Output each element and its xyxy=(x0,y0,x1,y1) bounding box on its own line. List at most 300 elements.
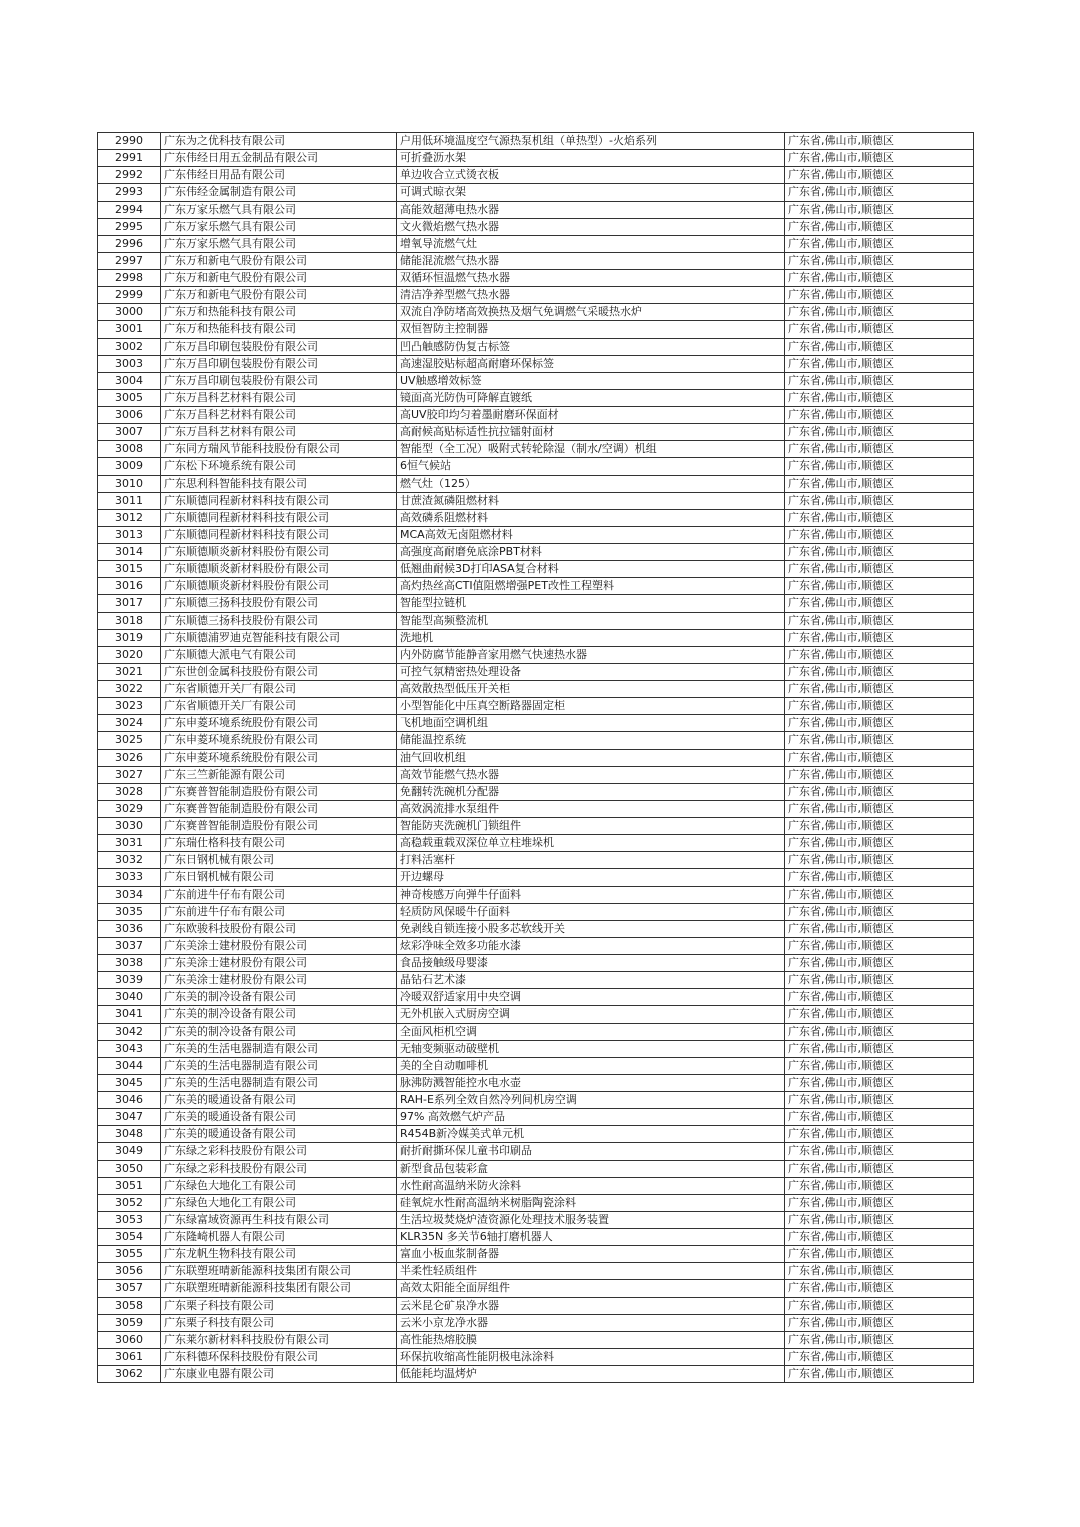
row-number-cell: 3035 xyxy=(98,903,161,920)
row-number-cell: 3012 xyxy=(98,509,161,526)
product-cell: 6恒气候站 xyxy=(397,458,785,475)
region-cell: 广东省,佛山市,顺德区 xyxy=(785,304,974,321)
region-cell: 广东省,佛山市,顺德区 xyxy=(785,1040,974,1057)
table-row xyxy=(98,1143,974,1160)
table-row xyxy=(98,612,974,629)
table-row xyxy=(98,167,974,184)
region-cell: 广东省,佛山市,顺德区 xyxy=(785,150,974,167)
table-row xyxy=(98,852,974,869)
region-cell: 广东省,佛山市,顺德区 xyxy=(785,1006,974,1023)
company-cell: 广东赛普智能制造股份有限公司 xyxy=(161,818,397,835)
company-cell: 广东美的生活电器制造有限公司 xyxy=(161,1074,397,1091)
region-cell: 广东省,佛山市,顺德区 xyxy=(785,578,974,595)
product-table xyxy=(97,132,974,1383)
region-cell: 广东省,佛山市,顺德区 xyxy=(785,835,974,852)
table-row xyxy=(98,458,974,475)
company-cell: 广东申菱环境系统股份有限公司 xyxy=(161,732,397,749)
company-cell: 广东万和新电气股份有限公司 xyxy=(161,270,397,287)
region-cell: 广东省,佛山市,顺德区 xyxy=(785,355,974,372)
company-cell: 广东日钢机械有限公司 xyxy=(161,852,397,869)
table-row xyxy=(98,509,974,526)
region-cell: 广东省,佛山市,顺德区 xyxy=(785,937,974,954)
region-cell: 广东省,佛山市,顺德区 xyxy=(785,1160,974,1177)
region-cell: 广东省,佛山市,顺德区 xyxy=(785,595,974,612)
region-cell: 广东省,佛山市,顺德区 xyxy=(785,646,974,663)
company-cell: 广东顺德顺炎新材料股份有限公司 xyxy=(161,561,397,578)
region-cell: 广东省,佛山市,顺德区 xyxy=(785,492,974,509)
table-row xyxy=(98,1280,974,1297)
company-cell: 广东龙帆生物科技有限公司 xyxy=(161,1246,397,1263)
product-cell: 97% 高效燃气炉产品 xyxy=(397,1109,785,1126)
region-cell: 广东省,佛山市,顺德区 xyxy=(785,475,974,492)
table-row xyxy=(98,869,974,886)
company-cell: 广东前进牛仔布有限公司 xyxy=(161,903,397,920)
row-number-cell: 3029 xyxy=(98,800,161,817)
row-number-cell: 3053 xyxy=(98,1211,161,1228)
company-cell: 广东顺德浦罗迪克智能科技有限公司 xyxy=(161,629,397,646)
table-row xyxy=(98,1160,974,1177)
product-cell: 可控气氛精密热处理设备 xyxy=(397,663,785,680)
product-cell: 全面风柜机空调 xyxy=(397,1023,785,1040)
company-cell: 广东顺德大派电气有限公司 xyxy=(161,646,397,663)
region-cell: 广东省,佛山市,顺德区 xyxy=(785,201,974,218)
product-cell: 无外机嵌入式厨房空调 xyxy=(397,1006,785,1023)
product-cell: UV触感增效标签 xyxy=(397,372,785,389)
company-cell: 广东万昌科艺材料有限公司 xyxy=(161,407,397,424)
company-cell: 广东省顺德开关厂有限公司 xyxy=(161,698,397,715)
row-number-cell: 3026 xyxy=(98,749,161,766)
row-number-cell: 3041 xyxy=(98,1006,161,1023)
table-row xyxy=(98,389,974,406)
region-cell: 广东省,佛山市,顺德区 xyxy=(785,544,974,561)
table-row xyxy=(98,561,974,578)
table-row xyxy=(98,321,974,338)
table-row xyxy=(98,304,974,321)
product-cell: 食品接触级母婴漆 xyxy=(397,955,785,972)
table-row xyxy=(98,646,974,663)
row-number-cell: 3049 xyxy=(98,1143,161,1160)
table-row xyxy=(98,989,974,1006)
table-row xyxy=(98,1126,974,1143)
row-number-cell: 3062 xyxy=(98,1366,161,1383)
region-cell: 广东省,佛山市,顺德区 xyxy=(785,972,974,989)
row-number-cell: 3039 xyxy=(98,972,161,989)
company-cell: 广东绿色大地化工有限公司 xyxy=(161,1194,397,1211)
table-row xyxy=(98,252,974,269)
product-cell: 新型食品包装彩盒 xyxy=(397,1160,785,1177)
company-cell: 广东顺德顺炎新材料股份有限公司 xyxy=(161,544,397,561)
table-row xyxy=(98,1314,974,1331)
row-number-cell: 3002 xyxy=(98,338,161,355)
row-number-cell: 2991 xyxy=(98,150,161,167)
company-cell: 广东日钢机械有限公司 xyxy=(161,869,397,886)
row-number-cell: 3034 xyxy=(98,886,161,903)
row-number-cell: 3037 xyxy=(98,937,161,954)
company-cell: 广东伟经日用品有限公司 xyxy=(161,167,397,184)
row-number-cell: 3023 xyxy=(98,698,161,715)
region-cell: 广东省,佛山市,顺德区 xyxy=(785,1314,974,1331)
table-row xyxy=(98,1074,974,1091)
region-cell: 广东省,佛山市,顺德区 xyxy=(785,1143,974,1160)
product-cell: 环保抗收缩高性能阴极电泳涂料 xyxy=(397,1348,785,1365)
table-row xyxy=(98,424,974,441)
company-cell: 广东世创金属科技股份有限公司 xyxy=(161,663,397,680)
region-cell: 广东省,佛山市,顺德区 xyxy=(785,1126,974,1143)
row-number-cell: 3057 xyxy=(98,1280,161,1297)
row-number-cell: 3031 xyxy=(98,835,161,852)
region-cell: 广东省,佛山市,顺德区 xyxy=(785,783,974,800)
company-cell: 广东欧骏科技股份有限公司 xyxy=(161,920,397,937)
table-row xyxy=(98,937,974,954)
row-number-cell: 3060 xyxy=(98,1331,161,1348)
product-cell: 高效散热型低压开关柜 xyxy=(397,681,785,698)
product-cell: 甘蔗渣氮磷阻燃材料 xyxy=(397,492,785,509)
region-cell: 广东省,佛山市,顺德区 xyxy=(785,749,974,766)
table-row xyxy=(98,715,974,732)
product-cell: 清洁净养型燃气热水器 xyxy=(397,287,785,304)
row-number-cell: 3051 xyxy=(98,1177,161,1194)
product-cell: 高稳载重载双深位单立柱堆垛机 xyxy=(397,835,785,852)
company-cell: 广东赛普智能制造股份有限公司 xyxy=(161,800,397,817)
region-cell: 广东省,佛山市,顺德区 xyxy=(785,424,974,441)
row-number-cell: 3043 xyxy=(98,1040,161,1057)
region-cell: 广东省,佛山市,顺德区 xyxy=(785,321,974,338)
row-number-cell: 2993 xyxy=(98,184,161,201)
product-cell: 储能混流燃气热水器 xyxy=(397,252,785,269)
product-cell: 高耐候高贴标适性抗拉镭射面材 xyxy=(397,424,785,441)
company-cell: 广东万昌科艺材料有限公司 xyxy=(161,424,397,441)
company-cell: 广东联塑班晴新能源科技集团有限公司 xyxy=(161,1263,397,1280)
row-number-cell: 3019 xyxy=(98,629,161,646)
company-cell: 广东万昌印刷包装股份有限公司 xyxy=(161,372,397,389)
row-number-cell: 3006 xyxy=(98,407,161,424)
region-cell: 广东省,佛山市,顺德区 xyxy=(785,218,974,235)
product-cell: 双循环恒温燃气热水器 xyxy=(397,270,785,287)
table-row xyxy=(98,1263,974,1280)
region-cell: 广东省,佛山市,顺德区 xyxy=(785,869,974,886)
region-cell: 广东省,佛山市,顺德区 xyxy=(785,681,974,698)
company-cell: 广东万昌印刷包装股份有限公司 xyxy=(161,355,397,372)
company-cell: 广东美的暖通设备有限公司 xyxy=(161,1126,397,1143)
row-number-cell: 3042 xyxy=(98,1023,161,1040)
row-number-cell: 3004 xyxy=(98,372,161,389)
row-number-cell: 3048 xyxy=(98,1126,161,1143)
product-cell: 可调式晾衣架 xyxy=(397,184,785,201)
row-number-cell: 3033 xyxy=(98,869,161,886)
table-row xyxy=(98,133,974,150)
product-cell: 高UV胶印均匀着墨耐磨环保面材 xyxy=(397,407,785,424)
table-row xyxy=(98,407,974,424)
table-row xyxy=(98,1006,974,1023)
row-number-cell: 3016 xyxy=(98,578,161,595)
row-number-cell: 3047 xyxy=(98,1109,161,1126)
region-cell: 广东省,佛山市,顺德区 xyxy=(785,1177,974,1194)
company-cell: 广东万和新电气股份有限公司 xyxy=(161,252,397,269)
company-cell: 广东美的暖通设备有限公司 xyxy=(161,1092,397,1109)
product-cell: 内外防腐节能静音家用燃气快速热水器 xyxy=(397,646,785,663)
company-cell: 广东美的制冷设备有限公司 xyxy=(161,989,397,1006)
product-cell: 文火微焰燃气热水器 xyxy=(397,218,785,235)
company-cell: 广东莱尔新材料科技股份有限公司 xyxy=(161,1331,397,1348)
product-cell: 富血小板血浆制备器 xyxy=(397,1246,785,1263)
region-cell: 广东省,佛山市,顺德区 xyxy=(785,1074,974,1091)
table-row xyxy=(98,886,974,903)
row-number-cell: 3013 xyxy=(98,526,161,543)
company-cell: 广东美涂士建材股份有限公司 xyxy=(161,972,397,989)
product-cell: 高效节能燃气热水器 xyxy=(397,766,785,783)
row-number-cell: 2992 xyxy=(98,167,161,184)
row-number-cell: 3059 xyxy=(98,1314,161,1331)
company-cell: 广东美涂士建材股份有限公司 xyxy=(161,955,397,972)
region-cell: 广东省,佛山市,顺德区 xyxy=(785,886,974,903)
region-cell: 广东省,佛山市,顺德区 xyxy=(785,133,974,150)
product-cell: 神奇梭感万向弹牛仔面料 xyxy=(397,886,785,903)
company-cell: 广东思利科智能科技有限公司 xyxy=(161,475,397,492)
product-cell: 晶钻石艺术漆 xyxy=(397,972,785,989)
region-cell: 广东省,佛山市,顺德区 xyxy=(785,1366,974,1383)
region-cell: 广东省,佛山市,顺德区 xyxy=(785,1263,974,1280)
row-number-cell: 3056 xyxy=(98,1263,161,1280)
company-cell: 广东绿之彩科技股份有限公司 xyxy=(161,1160,397,1177)
table-row xyxy=(98,783,974,800)
product-cell: 半柔性轻质组件 xyxy=(397,1263,785,1280)
product-cell: 高速湿胶贴标超高耐磨环保标签 xyxy=(397,355,785,372)
region-cell: 广东省,佛山市,顺德区 xyxy=(785,1211,974,1228)
table-row xyxy=(98,681,974,698)
region-cell: 广东省,佛山市,顺德区 xyxy=(785,1229,974,1246)
product-cell: 轻质防风保暖牛仔面料 xyxy=(397,903,785,920)
product-cell: 高性能热熔胶膜 xyxy=(397,1331,785,1348)
company-cell: 广东美的制冷设备有限公司 xyxy=(161,1023,397,1040)
row-number-cell: 3001 xyxy=(98,321,161,338)
table-row xyxy=(98,492,974,509)
region-cell: 广东省,佛山市,顺德区 xyxy=(785,629,974,646)
company-cell: 广东前进牛仔布有限公司 xyxy=(161,886,397,903)
region-cell: 广东省,佛山市,顺德区 xyxy=(785,1280,974,1297)
product-cell: RAH-E系列全效自然冷列间机房空调 xyxy=(397,1092,785,1109)
product-cell: 冷暖双舒适家用中央空调 xyxy=(397,989,785,1006)
company-cell: 广东顺德三扬科技股份有限公司 xyxy=(161,595,397,612)
company-cell: 广东栗子科技有限公司 xyxy=(161,1314,397,1331)
product-cell: 增氧导流燃气灶 xyxy=(397,235,785,252)
product-cell: 脉沸防溅智能控水电水壶 xyxy=(397,1074,785,1091)
product-cell: 开边螺母 xyxy=(397,869,785,886)
row-number-cell: 3008 xyxy=(98,441,161,458)
company-cell: 广东顺德三扬科技股份有限公司 xyxy=(161,612,397,629)
table-row xyxy=(98,218,974,235)
product-cell: 炫彩净味全效多功能水漆 xyxy=(397,937,785,954)
product-cell: 小型智能化中压真空断路器固定柜 xyxy=(397,698,785,715)
region-cell: 广东省,佛山市,顺德区 xyxy=(785,561,974,578)
table-row xyxy=(98,818,974,835)
row-number-cell: 3014 xyxy=(98,544,161,561)
row-number-cell: 3009 xyxy=(98,458,161,475)
company-cell: 广东联塑班晴新能源科技集团有限公司 xyxy=(161,1280,397,1297)
row-number-cell: 3055 xyxy=(98,1246,161,1263)
row-number-cell: 3015 xyxy=(98,561,161,578)
table-row xyxy=(98,1211,974,1228)
product-cell: 免翻转洗碗机分配器 xyxy=(397,783,785,800)
region-cell: 广东省,佛山市,顺德区 xyxy=(785,270,974,287)
table-row xyxy=(98,1297,974,1314)
table-row xyxy=(98,1177,974,1194)
table-row xyxy=(98,972,974,989)
row-number-cell: 3018 xyxy=(98,612,161,629)
table-row xyxy=(98,526,974,543)
region-cell: 广东省,佛山市,顺德区 xyxy=(785,407,974,424)
row-number-cell: 3027 xyxy=(98,766,161,783)
row-number-cell: 3052 xyxy=(98,1194,161,1211)
region-cell: 广东省,佛山市,顺德区 xyxy=(785,252,974,269)
product-cell: 免剥线自锁连接小股多芯软线开关 xyxy=(397,920,785,937)
row-number-cell: 2997 xyxy=(98,252,161,269)
company-cell: 广东万昌印刷包装股份有限公司 xyxy=(161,338,397,355)
row-number-cell: 3030 xyxy=(98,818,161,835)
region-cell: 广东省,佛山市,顺德区 xyxy=(785,235,974,252)
row-number-cell: 2995 xyxy=(98,218,161,235)
row-number-cell: 3017 xyxy=(98,595,161,612)
company-cell: 广东赛普智能制造股份有限公司 xyxy=(161,783,397,800)
row-number-cell: 3038 xyxy=(98,955,161,972)
region-cell: 广东省,佛山市,顺德区 xyxy=(785,338,974,355)
company-cell: 广东万和热能科技有限公司 xyxy=(161,321,397,338)
region-cell: 广东省,佛山市,顺德区 xyxy=(785,372,974,389)
company-cell: 广东隆崎机器人有限公司 xyxy=(161,1229,397,1246)
region-cell: 广东省,佛山市,顺德区 xyxy=(785,903,974,920)
row-number-cell: 3036 xyxy=(98,920,161,937)
product-cell: 云米昆仑矿泉净水器 xyxy=(397,1297,785,1314)
region-cell: 广东省,佛山市,顺德区 xyxy=(785,1092,974,1109)
region-cell: 广东省,佛山市,顺德区 xyxy=(785,1194,974,1211)
product-cell: 智能型高频整流机 xyxy=(397,612,785,629)
row-number-cell: 2994 xyxy=(98,201,161,218)
row-number-cell: 3054 xyxy=(98,1229,161,1246)
row-number-cell: 3024 xyxy=(98,715,161,732)
table-row xyxy=(98,287,974,304)
region-cell: 广东省,佛山市,顺德区 xyxy=(785,526,974,543)
product-cell: 燃气灶（125） xyxy=(397,475,785,492)
table-row xyxy=(98,201,974,218)
company-cell: 广东顺德同程新材料科技有限公司 xyxy=(161,526,397,543)
region-cell: 广东省,佛山市,顺德区 xyxy=(785,1246,974,1263)
table-row xyxy=(98,1331,974,1348)
table-row xyxy=(98,663,974,680)
product-cell: 镜面高光防伪可降解直镀纸 xyxy=(397,389,785,406)
row-number-cell: 3044 xyxy=(98,1057,161,1074)
product-cell: 高效磷系阻燃材料 xyxy=(397,509,785,526)
product-cell: 双恒智防主控制器 xyxy=(397,321,785,338)
product-cell: 智能型（全工况）吸附式转轮除湿（制水/空调）机组 xyxy=(397,441,785,458)
product-cell: 云米小京龙净水器 xyxy=(397,1314,785,1331)
region-cell: 广东省,佛山市,顺德区 xyxy=(785,818,974,835)
table-row xyxy=(98,595,974,612)
region-cell: 广东省,佛山市,顺德区 xyxy=(785,287,974,304)
table-row xyxy=(98,270,974,287)
company-cell: 广东为之优科技有限公司 xyxy=(161,133,397,150)
row-number-cell: 3058 xyxy=(98,1297,161,1314)
product-cell: 硅氧烷水性耐高温纳米树脂陶瓷涂料 xyxy=(397,1194,785,1211)
company-cell: 广东绿之彩科技股份有限公司 xyxy=(161,1143,397,1160)
table-row xyxy=(98,544,974,561)
region-cell: 广东省,佛山市,顺德区 xyxy=(785,732,974,749)
row-number-cell: 3003 xyxy=(98,355,161,372)
company-cell: 广东伟经金属制造有限公司 xyxy=(161,184,397,201)
row-number-cell: 3005 xyxy=(98,389,161,406)
table-row xyxy=(98,578,974,595)
row-number-cell: 3022 xyxy=(98,681,161,698)
company-cell: 广东万家乐燃气具有限公司 xyxy=(161,235,397,252)
product-cell: MCA高效无卤阻燃材料 xyxy=(397,526,785,543)
region-cell: 广东省,佛山市,顺德区 xyxy=(785,458,974,475)
region-cell: 广东省,佛山市,顺德区 xyxy=(785,184,974,201)
table-row xyxy=(98,184,974,201)
table-row xyxy=(98,441,974,458)
product-cell: 生活垃圾焚烧炉渣资源化处理技术服务装置 xyxy=(397,1211,785,1228)
table-row xyxy=(98,1194,974,1211)
company-cell: 广东伟经日用五金制品有限公司 xyxy=(161,150,397,167)
table-row xyxy=(98,150,974,167)
region-cell: 广东省,佛山市,顺德区 xyxy=(785,920,974,937)
row-number-cell: 3028 xyxy=(98,783,161,800)
table-row xyxy=(98,1366,974,1383)
product-cell: 储能温控系统 xyxy=(397,732,785,749)
table-row xyxy=(98,372,974,389)
region-cell: 广东省,佛山市,顺德区 xyxy=(785,715,974,732)
table-row xyxy=(98,1348,974,1365)
row-number-cell: 3020 xyxy=(98,646,161,663)
table-row xyxy=(98,732,974,749)
company-cell: 广东美的生活电器制造有限公司 xyxy=(161,1057,397,1074)
company-cell: 广东万和新电气股份有限公司 xyxy=(161,287,397,304)
row-number-cell: 3061 xyxy=(98,1348,161,1365)
region-cell: 广东省,佛山市,顺德区 xyxy=(785,989,974,1006)
company-cell: 广东万和热能科技有限公司 xyxy=(161,304,397,321)
company-cell: 广东科德环保科技股份有限公司 xyxy=(161,1348,397,1365)
product-cell: 水性耐高温纳米防火涂料 xyxy=(397,1177,785,1194)
product-cell: R454B新冷媒美式单元机 xyxy=(397,1126,785,1143)
company-cell: 广东美的制冷设备有限公司 xyxy=(161,1006,397,1023)
region-cell: 广东省,佛山市,顺德区 xyxy=(785,612,974,629)
region-cell: 广东省,佛山市,顺德区 xyxy=(785,1297,974,1314)
company-cell: 广东顺德同程新材料科技有限公司 xyxy=(161,509,397,526)
region-cell: 广东省,佛山市,顺德区 xyxy=(785,441,974,458)
company-cell: 广东省顺德开关厂有限公司 xyxy=(161,681,397,698)
product-cell: 低翘曲耐候3D打印ASA复合材料 xyxy=(397,561,785,578)
region-cell: 广东省,佛山市,顺德区 xyxy=(785,509,974,526)
company-cell: 广东万家乐燃气具有限公司 xyxy=(161,201,397,218)
row-number-cell: 2990 xyxy=(98,133,161,150)
table-row xyxy=(98,749,974,766)
table-row xyxy=(98,903,974,920)
row-number-cell: 3000 xyxy=(98,304,161,321)
table-row xyxy=(98,1057,974,1074)
product-cell: 飞机地面空调机组 xyxy=(397,715,785,732)
company-cell: 广东美的生活电器制造有限公司 xyxy=(161,1040,397,1057)
product-cell: 无轴变频驱动破壁机 xyxy=(397,1040,785,1057)
table-row xyxy=(98,338,974,355)
company-cell: 广东顺德顺炎新材料股份有限公司 xyxy=(161,578,397,595)
product-cell: 可折叠沥水架 xyxy=(397,150,785,167)
product-cell: 高效涡流排水泵组件 xyxy=(397,800,785,817)
table-row xyxy=(98,1092,974,1109)
row-number-cell: 3010 xyxy=(98,475,161,492)
row-number-cell: 3025 xyxy=(98,732,161,749)
row-number-cell: 3040 xyxy=(98,989,161,1006)
company-cell: 广东松下环境系统有限公司 xyxy=(161,458,397,475)
region-cell: 广东省,佛山市,顺德区 xyxy=(785,1348,974,1365)
company-cell: 广东瑞仕格科技有限公司 xyxy=(161,835,397,852)
table-row xyxy=(98,698,974,715)
